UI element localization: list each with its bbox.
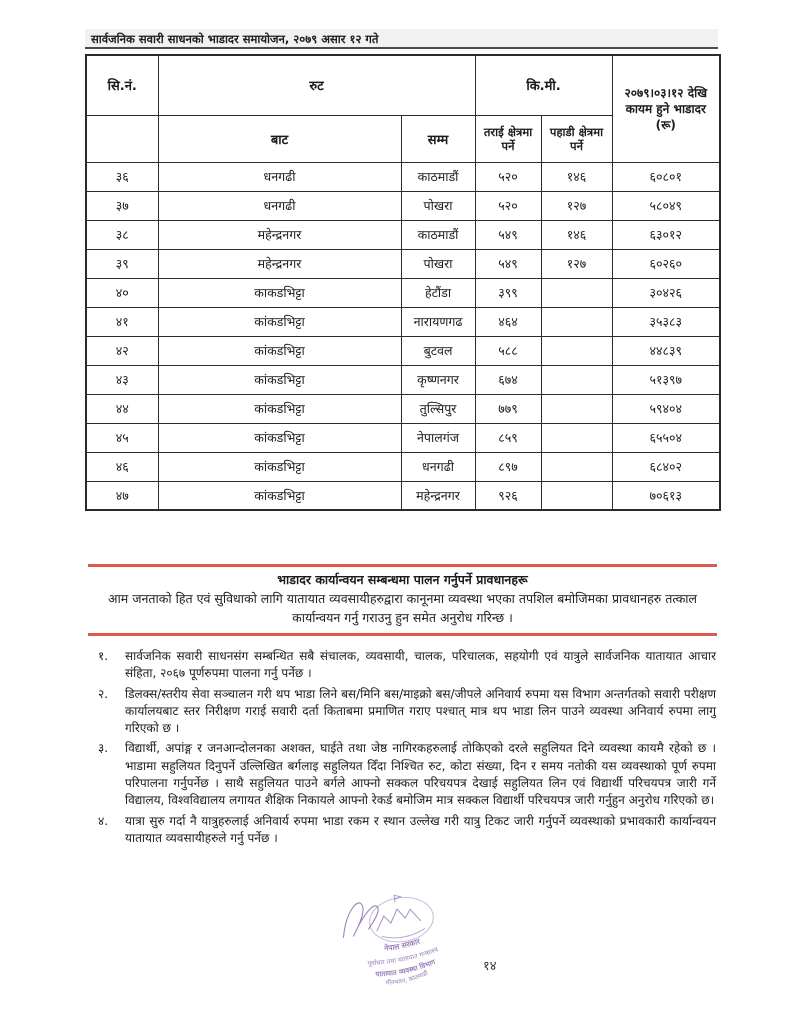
cell-to: नेपालगंज xyxy=(401,423,475,452)
cell-hill: १४६ xyxy=(541,162,612,191)
cell-to: महेन्द्रनगर xyxy=(401,481,475,510)
fare-table-header xyxy=(86,55,720,162)
cell-from: कांकडभिट्टा xyxy=(158,423,401,452)
cell-to: हेटौंडा xyxy=(401,278,475,307)
cell-sn: ४६ xyxy=(86,452,158,481)
cell-fare: ६८४०२ xyxy=(612,452,720,481)
provision-item-text: विद्यार्थी, अपांङ्ग र जनआन्दोलनका अशक्त, घाईते तथा जेष्ठ नागिरकहरुलाई तोकिएको दरले सहुलियत दिने व्यवस्था कायमै रहेको छ । भाडामा सहुलियत दिनुपर्ने उल्लिखित बर्गलाइ सहुलियत दिँदा निश्चित रुट, कोटा संख्या, दिन र समय नतोकी यस व्यवस्थाको पूर्ण रुपमा परिपालना गर्नुपर्नेछ । साथै सहुलियत पाउने बर्गले आफ्नो सक्कल परिचयपत्र देखाई सहुलियत लिन एवं विद्यार्थी परिचयपत्र जारी गर्ने विद्यालय, विश्वविद्यालय लगायत शैक्षिक निकायले आफ्नो रेकर्ड बमोजिम मात्र सक्कल विद्यार्थी परिचयपत्र जारी गर्नुहुन अनुरोध गरिएको छ। xyxy=(125,741,716,808)
cell-sn: ४० xyxy=(86,278,158,307)
provision-item-number: १. xyxy=(98,649,109,663)
col-header-fare: २०७९।०३।१२ देखि कायम हुने भाडादर (रू) xyxy=(612,55,720,162)
fare-table-body xyxy=(86,162,720,510)
official-stamp xyxy=(324,881,476,996)
cell-from: धनगढी xyxy=(158,191,401,220)
provision-item-number: ४. xyxy=(98,813,109,828)
provision-item-text: डिलक्स/स्तरीय सेवा सञ्चालन गरी थप भाडा लिने बस/मिनि बस/माइक्रो बस/जीपले अनिवार्य रुपमा यस विभाग अन्तर्गतको सवारी परीक्षण कार्यालयबाट स्तर निरीक्षण गराई सवारी दर्ता किताबमा प्रमाणित गराए पश्चात् मात्र थप भाडा लिन पाउने व्यवस्था अनिवार्य रुपमा लागु गरिएको छ । xyxy=(125,686,716,736)
cell-fare: ७०६१३ xyxy=(612,481,720,510)
cell-fare: ३५३८३ xyxy=(612,307,720,336)
cell-to: पोखरा xyxy=(401,249,475,278)
cell-to: काठमाडौं xyxy=(401,162,475,191)
cell-hill xyxy=(541,423,612,452)
provision-item xyxy=(98,686,716,738)
table-row xyxy=(86,191,720,220)
table-row xyxy=(86,394,720,423)
cell-fare: ६३०१२ xyxy=(612,220,720,249)
cell-to: बुटवल xyxy=(401,336,475,365)
cell-fare: ५१३९७ xyxy=(612,365,720,394)
provision-item-number: २. xyxy=(98,686,109,701)
table-row xyxy=(86,481,720,510)
fare-table xyxy=(85,54,721,511)
page-title: सार्वजनिक सवारी साधनको भाडादर समायोजन, २०७९ असार १२ गते xyxy=(85,29,718,49)
nepal-emblem-icon xyxy=(366,890,436,945)
table-row xyxy=(86,307,720,336)
cell-fare: ६०२६० xyxy=(612,249,720,278)
cell-terai: ५२० xyxy=(475,191,541,220)
cell-fare: ३०४२६ xyxy=(612,278,720,307)
cell-sn: ४१ xyxy=(86,307,158,336)
table-row xyxy=(86,162,720,191)
cell-hill xyxy=(541,336,612,365)
col-header-km: कि.मी. xyxy=(475,55,612,115)
cell-terai: ५२० xyxy=(475,162,541,191)
col-header-terai: तराई क्षेत्रमा पर्ने xyxy=(475,115,541,162)
provision-item xyxy=(98,813,716,848)
provisions-intro-line2: कार्यान्वयन गर्नु गराउनु हुन समेत अनुरोध गरिन्छ । xyxy=(292,610,513,625)
cell-hill xyxy=(541,394,612,423)
cell-fare: ६५५०४ xyxy=(612,423,720,452)
table-row xyxy=(86,336,720,365)
col-header-serial: सि.नं. xyxy=(86,55,158,115)
cell-sn: ३७ xyxy=(86,191,158,220)
cell-sn: ४४ xyxy=(86,394,158,423)
provisions-intro-line1: आम जनताको हित एवं सुविधाको लागि यातायात व्यवसायीहरुद्वारा कानूनमा व्यवस्था भएका तपशिल बमोजिमका प्रावधानहरु तत्काल xyxy=(107,591,698,606)
cell-terai: ५४९ xyxy=(475,249,541,278)
provisions-block xyxy=(88,564,717,636)
cell-from: कांकडभिट्टा xyxy=(158,481,401,510)
cell-terai: ३९९ xyxy=(475,278,541,307)
col-header-hill: पहाडी क्षेत्रमा पर्ने xyxy=(541,115,612,162)
cell-terai: ५८८ xyxy=(475,336,541,365)
cell-hill: १४६ xyxy=(541,220,612,249)
cell-sn: ४३ xyxy=(86,365,158,394)
cell-fare: ६०८०१ xyxy=(612,162,720,191)
cell-hill xyxy=(541,452,612,481)
cell-from: महेन्द्रनगर xyxy=(158,220,401,249)
cell-terai: ४६४ xyxy=(475,307,541,336)
cell-to: कृष्णनगर xyxy=(401,365,475,394)
page-number: १४ xyxy=(483,959,497,974)
stamp-text-line: पूर्वाधार तथा यातायात मन्त्रालय xyxy=(367,945,440,968)
stamp-text-line: मीनभवन, काठमाडौं xyxy=(385,969,430,987)
provisions-heading: भाडादर कार्यान्वयन सम्बन्धमा पालन गर्नुपर्ने प्रावधानहरू xyxy=(277,572,528,587)
cell-hill xyxy=(541,481,612,510)
cell-sn: ३८ xyxy=(86,220,158,249)
provision-item xyxy=(98,648,716,683)
provisions-list xyxy=(98,648,716,850)
col-header-to: सम्म xyxy=(401,115,475,162)
cell-hill xyxy=(541,278,612,307)
provision-item-text: यात्रा सुरु गर्दा नै यात्रुहरुलाई अनिवार्य रुपमा भाडा रकम र स्थान उल्लेख गरी यात्रु टिकट जारी गर्नुपर्ने व्यवस्थाको प्रभावकारी कार्यान्वयन यातायात व्यवसायीहरुले गर्नु पर्नेछ । xyxy=(125,813,716,845)
provision-item xyxy=(98,740,716,809)
cell-terai: ७७९ xyxy=(475,394,541,423)
table-row xyxy=(86,423,720,452)
cell-from: कांकडभिट्टा xyxy=(158,394,401,423)
cell-hill: १२७ xyxy=(541,191,612,220)
cell-terai: ५४९ xyxy=(475,220,541,249)
cell-from: धनगढी xyxy=(158,162,401,191)
cell-to: पोखरा xyxy=(401,191,475,220)
col-header-empty xyxy=(86,115,158,162)
cell-terai: ८९७ xyxy=(475,452,541,481)
cell-terai: ८५९ xyxy=(475,423,541,452)
table-row xyxy=(86,249,720,278)
cell-fare: ५९४०४ xyxy=(612,394,720,423)
table-row xyxy=(86,452,720,481)
cell-hill xyxy=(541,307,612,336)
signature-scribble xyxy=(339,900,382,937)
cell-from: कांकडभिट्टा xyxy=(158,336,401,365)
svg-text:नेपाल सरकार xyxy=(382,936,423,953)
cell-sn: ३९ xyxy=(86,249,158,278)
stamp-graphic xyxy=(324,881,476,996)
cell-hill xyxy=(541,365,612,394)
cell-from: कांकडभिट्टा xyxy=(158,307,401,336)
table-row xyxy=(86,220,720,249)
table-row xyxy=(86,278,720,307)
cell-fare: ४४८३९ xyxy=(612,336,720,365)
cell-hill: १२७ xyxy=(541,249,612,278)
cell-from: कांकडभिट्टा xyxy=(158,365,401,394)
col-header-route: रुट xyxy=(158,55,475,115)
cell-sn: ३६ xyxy=(86,162,158,191)
provision-item-number: ३. xyxy=(98,741,109,756)
cell-terai: ६७४ xyxy=(475,365,541,394)
cell-sn: ४५ xyxy=(86,423,158,452)
cell-to: धनगढी xyxy=(401,452,475,481)
cell-terai: ९२६ xyxy=(475,481,541,510)
cell-from: कांकडभिट्टा xyxy=(158,452,401,481)
cell-to: नारायणगढ xyxy=(401,307,475,336)
cell-fare: ५८०४९ xyxy=(612,191,720,220)
cell-sn: ४२ xyxy=(86,336,158,365)
provision-item-text: सार्वजनिक सवारी साधनसंग सम्बन्धित सबै संचालक, व्यवसायी, चालक, परिचालक, सहयोगी एवं यात्रुले सार्वजनिक यातायात आचार संहिता, २०६७ पूर्णरुपमा पालना गर्नु पर्नेछ । xyxy=(125,649,716,681)
stamp-text-line: यातायात व्यवस्था विभाग xyxy=(375,958,437,979)
table-row xyxy=(86,365,720,394)
stamp-text-line: नेपाल सरकार xyxy=(383,936,422,953)
cell-from: काकडभिट्टा xyxy=(158,278,401,307)
cell-to: तुल्सिपुर xyxy=(401,394,475,423)
cell-from: महेन्द्रनगर xyxy=(158,249,401,278)
cell-sn: ४७ xyxy=(86,481,158,510)
col-header-from: बाट xyxy=(158,115,401,162)
cell-to: काठमाडौं xyxy=(401,220,475,249)
